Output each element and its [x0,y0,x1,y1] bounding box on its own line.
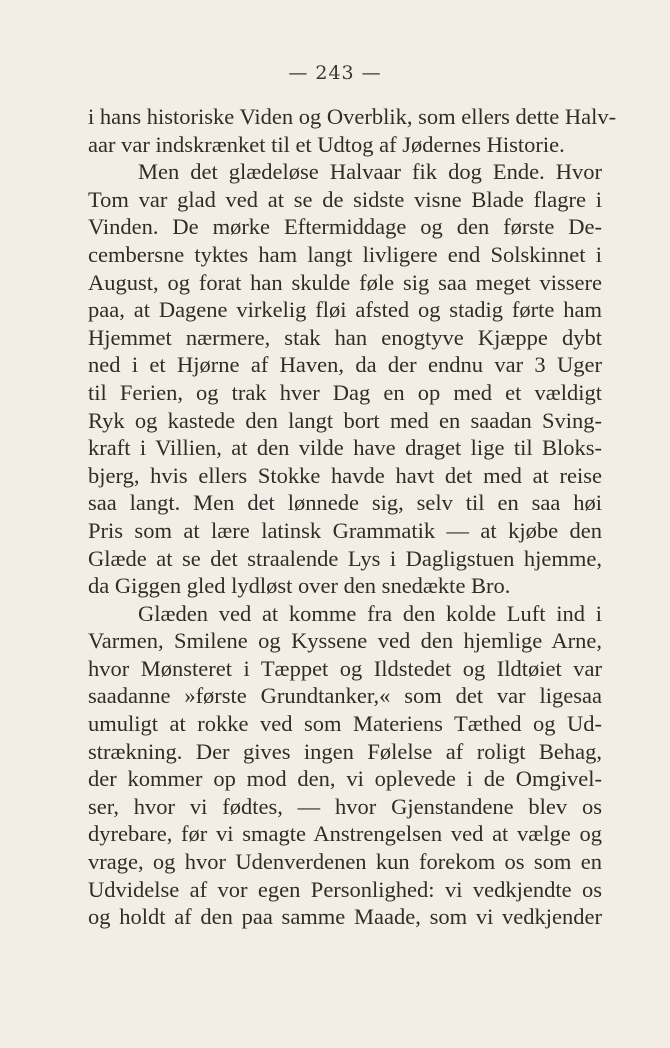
text-line: saadanne »første Grundtanker,« som det var ligesaa [88,683,602,709]
text-line: Tom var glad ved at se de sidste visne Blade flagre i [88,186,602,212]
text-line: umuligt at rokke ved som Materiens Tæthed og Ud- [88,711,602,737]
text-line: Ryk og kastede den langt bort med en saadan Sving- [88,407,602,433]
text-line: der kommer op mod den, vi oplevede i de Omgivel- [88,766,602,792]
text-line: Glæden ved at komme fra den kolde Luft ind i [138,600,602,626]
text-line: bjerg, hvis ellers Stokke havde havt det med at reise [88,462,602,488]
text-line: da Giggen gled lydløst over den snedækte Bro. [88,573,511,599]
text-line: paa, at Dagene virkelig fløi afsted og stadig førte ham [88,297,602,323]
text-line: i hans historiske Viden og Overblik, som ellers dette Halv- [88,104,617,129]
text-line: cembersne tyktes ham langt livligere end Solskinnet i [88,241,602,267]
body-text [88,103,617,931]
text-line: til Ferien, og trak hver Dag en op med et vældigt [88,379,602,405]
text-line: kraft i Villien, at den vilde have draget lige til Bloks- [88,435,602,461]
text-line: Hjemmet nærmere, stak han enogtyve Kjæppe dybt [88,324,602,350]
text-line: Glæde at se det straalende Lys i Dagligstuen hjemme, [88,545,602,571]
text-line: Men det glædeløse Halvaar fik dog Ende. Hvor [138,159,602,185]
text-line: aar var indskrænket til et Udtog af Jødernes Historie. [88,131,565,157]
text-line: Udvidelse af vor egen Personlighed: vi vedkjendte os [88,876,602,902]
page-number: — 243 — [288,62,382,84]
text-line: Pris som at lære latinsk Grammatik — at kjøbe den [88,517,602,543]
text-line: strækning. Der gives ingen Følelse af roligt Behag, [88,738,602,764]
text-line: ser, hvor vi fødtes, — hvor Gjenstandene blev os [88,793,602,819]
text-line: og holdt af den paa samme Maade, som vi vedkjender [88,904,602,930]
text-line: vrage, og hvor Udenverdenen kun forekom os som en [88,849,602,875]
text-line: Varmen, Smilene og Kyssene ved den hjemlige Arne, [88,628,602,654]
text-line: dyrebare, før vi smagte Anstrengelsen ved at vælge og [88,821,602,847]
text-line: saa langt. Men det lønnede sig, selv til en saa høi [88,490,602,516]
text-line: ned i et Hjørne af Haven, da der endnu var 3 Uger [88,352,602,378]
text-line: hvor Mønsteret i Tæppet og Ildstedet og Ildtøiet var [88,655,602,681]
text-line: Vinden. De mørke Eftermiddage og den første De- [88,214,602,240]
text-line: August, og forat han skulde føle sig saa meget vissere [88,269,602,295]
